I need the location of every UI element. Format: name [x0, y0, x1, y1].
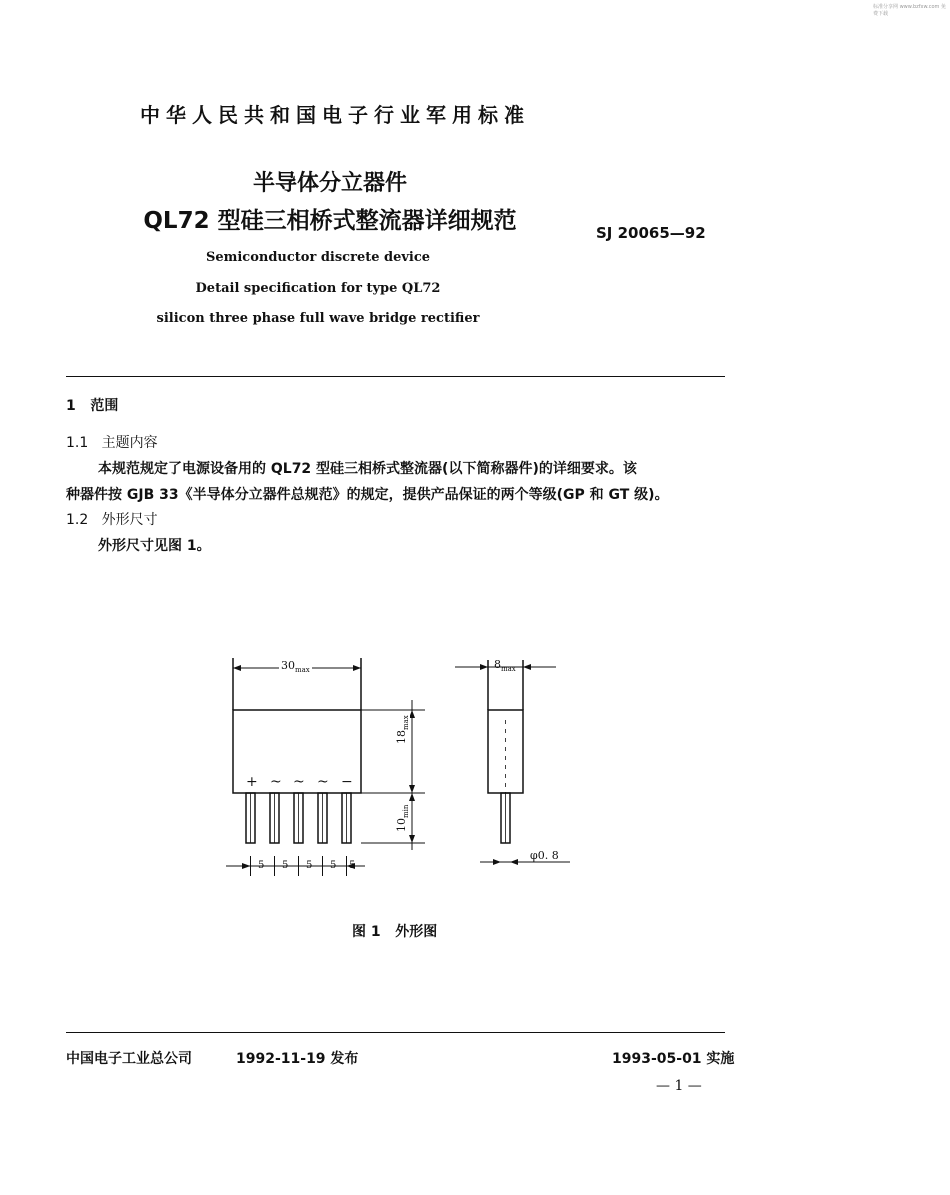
title-line-1: 半导体分立器件 [252, 171, 407, 196]
figure-caption: 图 1 外形图 [352, 924, 438, 940]
section-1-heading: 1 范围 [66, 398, 119, 414]
effective-date: 1993-05-01 实施 [612, 1051, 735, 1067]
lead-length-dimension-label: $10_{min}$ [395, 804, 411, 832]
pin-label-ac3: ~ [317, 774, 329, 790]
corner-watermark: 标准分享网 www.bzfxw.com 免费下载 [873, 4, 946, 17]
lead-diameter-label: φ0. 8 [530, 849, 559, 862]
height-dimension-label: $18_{max}$ [395, 715, 411, 744]
pin-label-ac2: ~ [293, 774, 305, 790]
pin-label-plus: + [246, 774, 258, 790]
pitch-label: 5 [349, 860, 356, 871]
section-1-1-paragraph-line-2: 种器件按 GJB 33《半导体分立器件总规范》的规定，提供产品保证的两个等级(GP 和 GT 级)。 [66, 487, 669, 503]
section-1-2-paragraph: 外形尺寸见图 1。 [98, 538, 211, 554]
standard-number: SJ 20065—92 [596, 224, 706, 242]
width-dimension-label: $30_{max}$ [281, 659, 310, 675]
english-title-line-2: Detail specification for type QL72 [195, 281, 441, 296]
section-1-1-heading: 1.1 主题内容 [66, 435, 158, 451]
depth-dimension-label: $8_{max}$ [494, 658, 516, 674]
english-title-line-3: silicon three phase full wave bridge rectifier [156, 311, 480, 326]
section-1-2-heading: 1.2 外形尺寸 [66, 512, 158, 528]
footer-divider [66, 1032, 725, 1033]
pitch-label: 5 [330, 860, 337, 871]
section-1-1-paragraph-line-1: 本规范规定了电源设备用的 QL72 型硅三相桥式整流器(以下简称器件)的详细要求。该 [98, 461, 637, 477]
issue-date: 1992-11-19 发布 [236, 1051, 359, 1067]
pitch-label: 5 [282, 860, 289, 871]
pitch-label: 5 [258, 860, 265, 871]
pin-label-ac1: ~ [270, 774, 282, 790]
pin-label-minus: − [341, 774, 353, 790]
title-line-2: QL72 型硅三相桥式整流器详细规范 [143, 208, 517, 234]
front-view-leads [246, 793, 351, 843]
english-title-line-1: Semiconductor discrete device [205, 250, 431, 265]
issuer: 中国电子工业总公司 [66, 1051, 192, 1067]
issuing-organization: 中华人民共和国电子行业军用标准 [140, 103, 530, 127]
page-number: — 1 — [656, 1078, 702, 1094]
pitch-label: 5 [306, 860, 313, 871]
